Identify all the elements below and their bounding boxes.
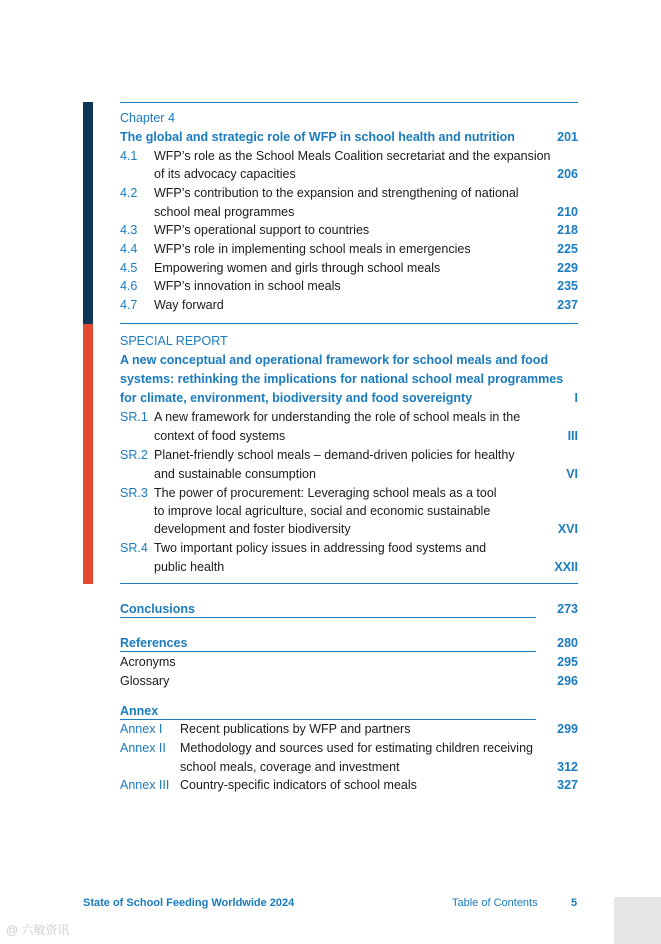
entry-text: Planet-friendly school meals – demand-driven policies for healthy — [154, 448, 515, 462]
page-number: XXII — [554, 560, 578, 574]
special-report-label: SPECIAL REPORT — [120, 334, 228, 348]
entry-text: Empowering women and girls through school meals — [154, 261, 441, 275]
conclusions-link: Conclusions — [120, 602, 196, 616]
toc-entry-annex-2[interactable] — [120, 739, 578, 777]
entry-number: 4.2 — [120, 186, 138, 200]
page-number: 280 — [557, 636, 578, 650]
toc-entry-sr-4[interactable] — [120, 539, 578, 558]
entry-text: school meal programmes — [154, 205, 295, 219]
entry-number: Annex I — [120, 722, 163, 736]
entry-number: 4.1 — [120, 149, 138, 163]
page-number: 237 — [557, 298, 578, 312]
footer-report-title: State of School Feeding Worldwide 2024 — [83, 897, 295, 909]
entry-number: 4.3 — [120, 223, 138, 237]
entry-text: context of food systems — [154, 429, 286, 443]
entry-number: SR.3 — [120, 486, 148, 500]
entry-text: WFP’s operational support to countries — [154, 223, 370, 237]
entry-number: SR.1 — [120, 410, 148, 424]
annex-label: Annex — [120, 704, 159, 718]
page-number: 273 — [557, 602, 578, 616]
page-number: VI — [566, 467, 578, 481]
page-number: XVI — [557, 522, 578, 536]
toc-entry-annex-1[interactable] — [120, 720, 578, 739]
entry-number: 4.5 — [120, 261, 138, 275]
toc-entry-4-1[interactable] — [120, 147, 578, 166]
entry-number: SR.4 — [120, 541, 148, 555]
entry-number: SR.2 — [120, 448, 148, 462]
entry-number: Annex II — [120, 741, 166, 755]
entry-text: of its advocacy capacities — [154, 167, 296, 181]
special-report-section — [83, 324, 578, 584]
toc-entry-4-7[interactable] — [120, 296, 578, 315]
chapter-label: Chapter 4 — [120, 111, 175, 125]
toc-entry-acronyms[interactable] — [120, 653, 578, 672]
watermark: @ 六敏资讯 — [6, 923, 70, 937]
entry-text: Two important policy issues in addressing food systems and — [154, 541, 487, 555]
toc-entry-chapter-title[interactable] — [120, 128, 578, 147]
chapter-title: The global and strategic role of WFP in school health and nutrition — [120, 130, 515, 144]
entry-text: WFP’s contribution to the expansion and strengthening of national — [154, 186, 519, 200]
toc-entry-sr-3[interactable] — [120, 484, 578, 503]
page-number: I — [574, 391, 578, 405]
glossary-link: Glossary — [120, 674, 170, 688]
entry-text: to improve local agriculture, social and economic sustainable — [154, 504, 491, 518]
page-number: 312 — [557, 760, 578, 774]
entry-number: 4.4 — [120, 242, 138, 256]
entry-number: 4.6 — [120, 279, 138, 293]
divider — [120, 583, 578, 584]
page-number: 229 — [557, 261, 578, 275]
entry-number: 4.7 — [120, 298, 138, 312]
footer-section-name: Table of Contents — [452, 897, 538, 909]
special-report-title: A new conceptual and operational framework for school meals and food — [120, 353, 549, 367]
toc-entry-sr-1[interactable] — [120, 408, 578, 427]
special-report-title: for climate, environment, biodiversity and food sovereignty — [120, 391, 473, 405]
toc-entry-references[interactable] — [120, 634, 578, 654]
underline-rule — [120, 617, 536, 618]
page-number: 201 — [557, 130, 578, 144]
page-number: 299 — [557, 722, 578, 736]
references-link: References — [120, 636, 188, 650]
page-corner-tab — [614, 897, 661, 944]
page-number: 295 — [557, 655, 578, 669]
toc-entry-4-5[interactable] — [120, 259, 578, 278]
entry-text: school meals, coverage and investment — [180, 760, 400, 774]
toc-entry-conclusions[interactable] — [120, 600, 578, 620]
toc-entry-4-3[interactable] — [120, 221, 578, 240]
special-report-title: systems: rethinking the implications for national school meal programmes — [120, 372, 564, 386]
entry-text: WFP’s role in implementing school meals in emergencies — [154, 242, 471, 256]
entry-text: The power of procurement: Leveraging school meals as a tool — [154, 486, 497, 500]
page-number: 235 — [557, 279, 578, 293]
toc-entry-sr-2[interactable] — [120, 446, 578, 465]
entry-text: and sustainable consumption — [154, 467, 316, 481]
entry-text: Methodology and sources used for estimating children receiving — [180, 741, 533, 755]
entry-text: Way forward — [154, 298, 224, 312]
footer-page-number: 5 — [571, 897, 578, 909]
chapter-color-bar — [83, 102, 93, 324]
chapter-4-section — [83, 102, 578, 324]
underline-rule — [120, 651, 536, 652]
acronyms-link: Acronyms — [120, 655, 176, 669]
entry-text: development and foster biodiversity — [154, 522, 351, 536]
toc-entry-special-title[interactable] — [120, 351, 578, 370]
page-number: 210 — [557, 205, 578, 219]
entry-text: WFP’s innovation in school meals — [154, 279, 341, 293]
page-number: 218 — [557, 223, 578, 237]
entry-text: public health — [154, 560, 225, 574]
toc-entry-annex-3[interactable] — [120, 776, 578, 795]
toc-entry-4-4[interactable] — [120, 240, 578, 259]
toc-entry-4-2[interactable] — [120, 184, 578, 203]
special-report-color-bar — [83, 324, 93, 584]
page-number: III — [567, 429, 578, 443]
page-number: 225 — [557, 242, 578, 256]
page-number: 206 — [557, 167, 578, 181]
divider — [120, 102, 578, 103]
entry-text: WFP’s role as the School Meals Coalition secretariat and the expansion — [154, 149, 551, 163]
entry-number: Annex III — [120, 778, 170, 792]
entry-text: A new framework for understanding the role of school meals in the — [154, 410, 521, 424]
annex-heading[interactable] — [120, 702, 578, 722]
entry-text: Country-specific indicators of school meals — [180, 778, 417, 792]
toc-entry-glossary[interactable] — [120, 672, 578, 691]
entry-text: Recent publications by WFP and partners — [180, 722, 411, 736]
page-number: 327 — [557, 778, 578, 792]
page-number: 296 — [557, 674, 578, 688]
toc-entry-4-6[interactable] — [120, 277, 578, 296]
